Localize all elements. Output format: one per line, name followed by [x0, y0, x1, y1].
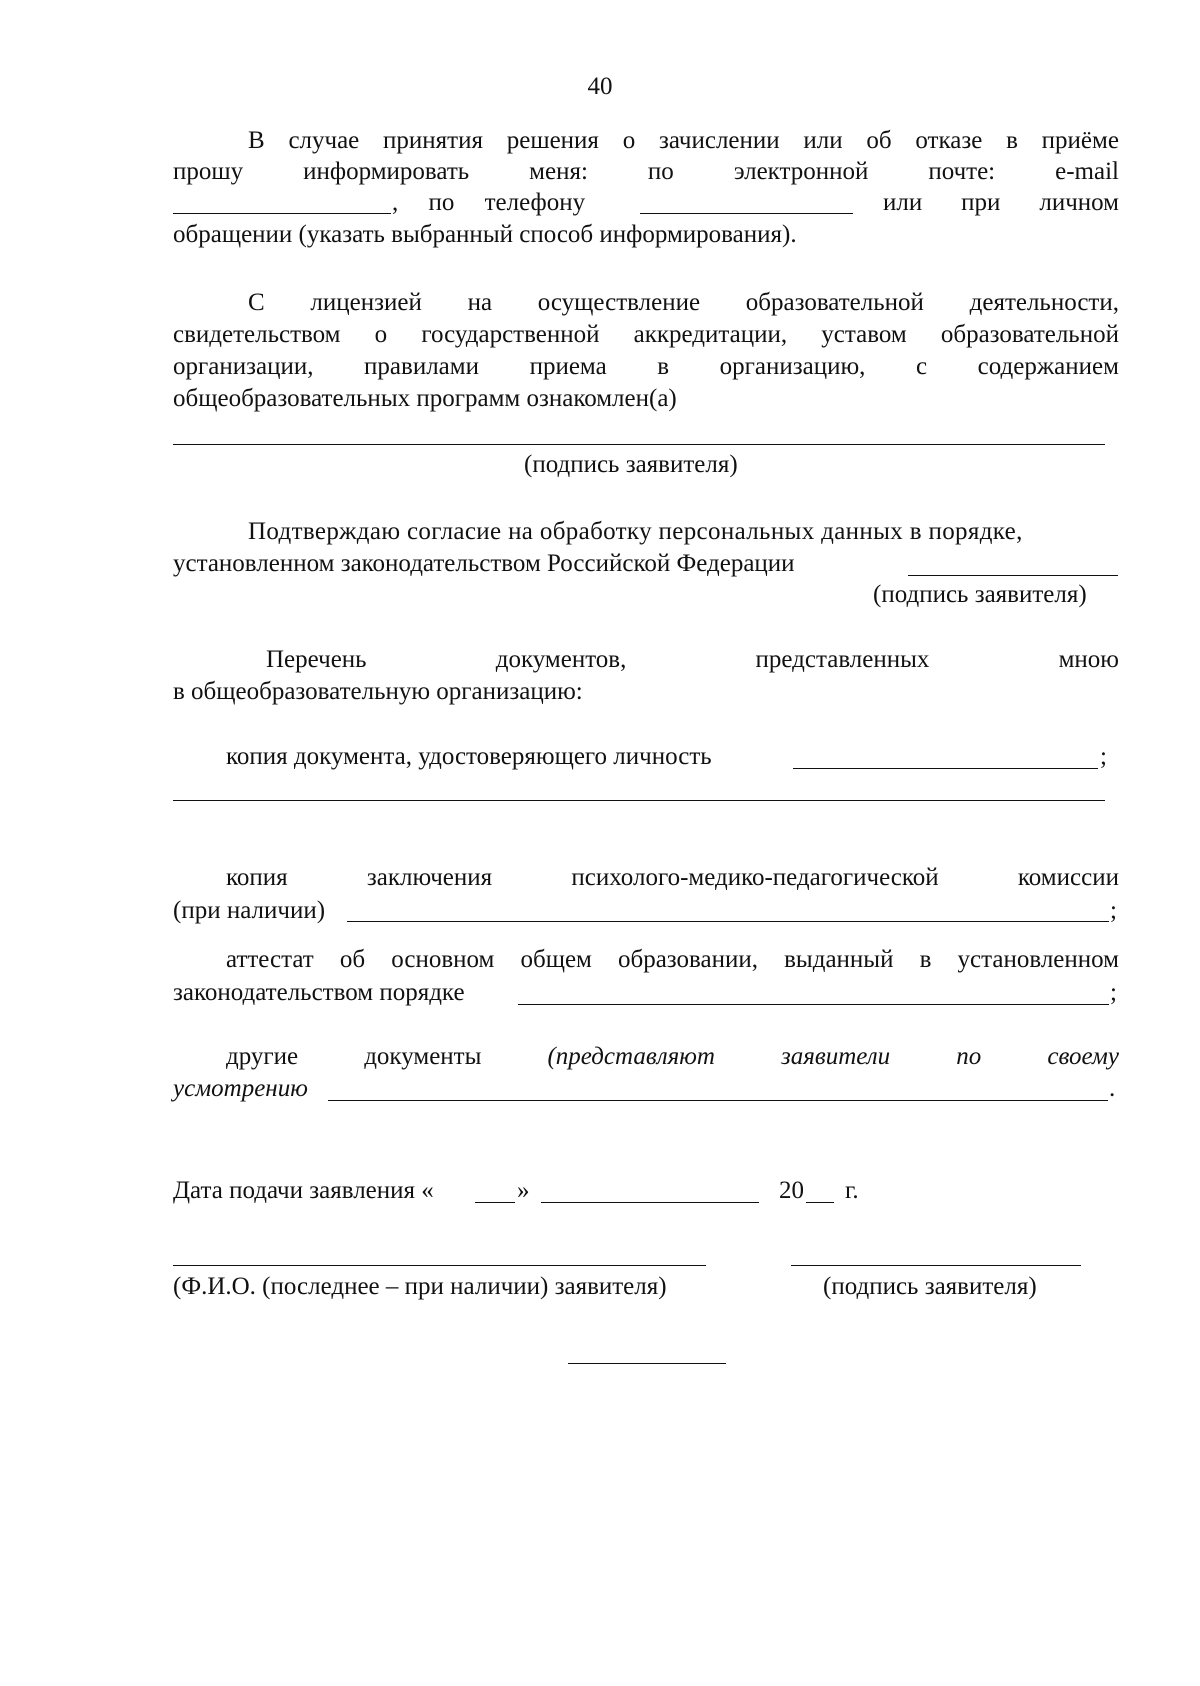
phone-field[interactable] [640, 213, 853, 214]
docs-intro-line-1: Перечень документов, представленных мною [266, 646, 1119, 673]
consent-signature-caption: (подпись заявителя) [873, 581, 1087, 608]
doc-pmpk-label-2: (при наличии) [173, 897, 326, 924]
license-line-3: организации, правилами приема в организацию, с содержанием [173, 353, 1119, 380]
date-close-quote: » [517, 1177, 530, 1204]
date-label: Дата подачи заявления « [173, 1177, 434, 1204]
doc-identity-label: копия документа, удостоверяющего личность [226, 743, 712, 770]
date-month-field[interactable] [541, 1202, 759, 1203]
fio-caption: (Ф.И.О. (последнее – при наличии) заявителя) [173, 1273, 667, 1300]
notify-line-1: В случае принятия решения о зачислении или об отказе в приёме [248, 127, 1119, 154]
doc-identity-end: ; [1100, 743, 1107, 770]
doc-pmpk-field[interactable] [347, 921, 1109, 922]
date-year-prefix: 20 [779, 1177, 804, 1204]
license-line-4: общеобразовательных программ ознакомлен(а) [173, 385, 677, 412]
doc-certificate-line-1: аттестат об основном общем образовании, выданный в установленном [226, 946, 1119, 973]
doc-other-line-1: другие документы (представляют заявители по своему [226, 1043, 1119, 1070]
doc-other-label-2: усмотрению [173, 1075, 308, 1102]
notify-line-2: прошу информировать меня: по электронной почте: e-mail [173, 158, 1119, 185]
closing-divider [568, 1363, 726, 1364]
final-signature-field[interactable] [791, 1265, 1081, 1266]
doc-identity-field-line-2[interactable] [173, 800, 1105, 801]
license-signature-caption: (подпись заявителя) [524, 451, 738, 478]
license-signature-field[interactable] [173, 444, 1105, 445]
doc-other-field[interactable] [328, 1100, 1108, 1101]
date-year-suffix: г. [845, 1177, 859, 1204]
doc-pmpk-end: ; [1110, 897, 1117, 924]
doc-certificate-end: ; [1110, 979, 1117, 1006]
consent-line-1: Подтверждаю согласие на обработку персональных данных в порядке, [248, 518, 1023, 545]
doc-other-end: . [1109, 1075, 1116, 1102]
email-field[interactable] [173, 213, 391, 214]
doc-certificate-label-2: законодательством порядке [173, 979, 465, 1006]
doc-certificate-field[interactable] [518, 1004, 1109, 1005]
doc-identity-field[interactable] [793, 768, 1098, 769]
fio-field[interactable] [173, 1265, 706, 1266]
consent-signature-field[interactable] [908, 575, 1118, 576]
notify-line-4: обращении (указать выбранный способ информирования). [173, 221, 797, 248]
doc-pmpk-line-1: копия заключения психолого-медико-педагогической комиссии [226, 864, 1119, 891]
final-signature-caption: (подпись заявителя) [823, 1273, 1037, 1300]
consent-line-2: установленном законодательством Российской Федерации [173, 550, 795, 577]
notify-line-3-tail: или при личном [883, 189, 1119, 216]
date-year-field[interactable] [806, 1202, 834, 1203]
docs-intro-line-2: в общеобразовательную организацию: [173, 678, 583, 705]
license-line-2: свидетельством о государственной аккредитации, уставом образовательной [173, 321, 1119, 348]
page-number: 40 [587, 73, 613, 100]
license-line-1: С лицензией на осуществление образовательной деятельности, [248, 289, 1119, 316]
date-day-field[interactable] [475, 1202, 515, 1203]
notify-phone-label: , по телефону [392, 189, 586, 216]
